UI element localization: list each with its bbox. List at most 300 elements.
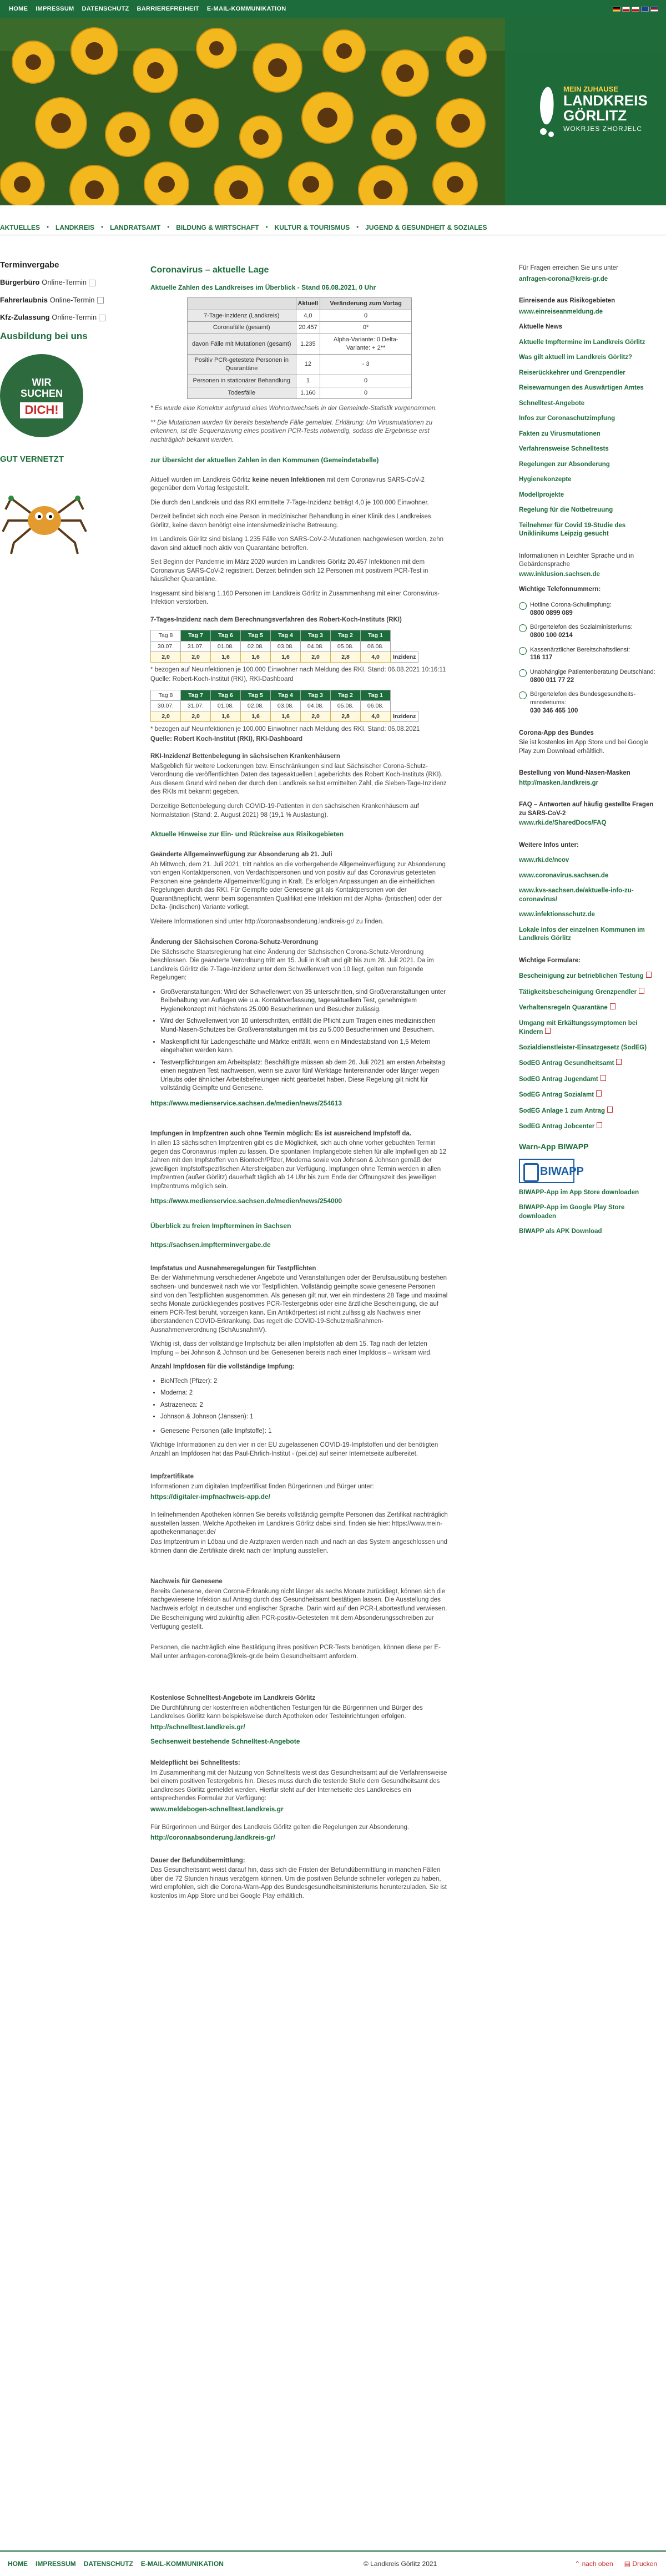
biwapp-link[interactable]: BIWAPP-App im App Store downloaden (519, 1189, 639, 1196)
paragraph: Im Zusammenhang mit der Nutzung von Schnelltests weist das Gesundheitsamt auf die Verfahrensweise bei einem positiven Testergebnis hin. Dieses muss durch die testende Stelle dem Gesundheitsamt des Landkreises Görlitz gemeldet werden. Hierfür steht auf der Internetseite des Landkreises ein entsprechendes Formular zur Verfügung: (150, 1769, 447, 1802)
table-cell: 05.08. (331, 701, 361, 711)
news-link[interactable]: Teilnehmer für Covid 19-Studie des Uniklinikums Leipzig gesucht (519, 522, 626, 538)
form-label: Sozialdienstleister-Einsatzgesetz (SodEG) (519, 1044, 647, 1051)
table-cell: 01.08. (211, 701, 241, 711)
form-label: Bescheinigung zur betrieblichen Testung (519, 973, 644, 980)
section-title: Geänderte Allgemeinverfügung zur Absonderung ab 21. Juli (150, 851, 332, 858)
logo-line-1: MEIN ZUHAUSE (563, 85, 618, 93)
table-cell: 01.08. (211, 641, 241, 651)
form-link[interactable] (519, 1090, 658, 1100)
form-link[interactable] (519, 1122, 658, 1132)
table-header: Tag 7 (181, 630, 211, 641)
recovered-list (160, 1427, 448, 1436)
footer-link-email[interactable]: E-MAIL-KOMMUNIKATION (140, 2559, 224, 2568)
table-cell: 0 (320, 375, 412, 387)
footer-link-home[interactable]: HOME (8, 2559, 28, 2568)
table-cell: 31.07. (181, 641, 211, 651)
table-row (188, 310, 412, 322)
sachsen-schnelltest-link[interactable]: Sechsenweit bestehende Schnelltest-Angebote (150, 1737, 300, 1745)
table-cell: 31.07. (181, 701, 211, 711)
top-link-barrierefreiheit[interactable]: BARRIEREFREIHEIT (137, 5, 199, 12)
table-cell: 30.07. (151, 701, 181, 711)
table-row (151, 641, 418, 651)
footnote-1 (150, 405, 448, 413)
paragraph: Insgesamt sind bislang 1.160 Personen im Landkreis Görlitz in Zusammenhang mit einer Coronavirus-Infektion verstorben. (150, 590, 440, 606)
paragraph: Wichtige Informationen zu den vier in der EU zugelassenen COVID-19-Impfstoffen und der benötigten Anzahl an Impfdosen hat das Paul-Ehrlich-Institut - (pei.de) auf seiner Internetseite aufbereitet. (150, 1442, 438, 1457)
phone-number[interactable]: 0800 011 77 22 (530, 676, 574, 684)
paragraph (150, 476, 448, 493)
phone-text (530, 646, 630, 663)
numbers-subtitle: Aktuelle Zahlen des Landkreises im Überblick - Stand 06.08.2021, 0 Uhr (150, 283, 376, 291)
phones-title: Wichtige Telefonnummern: (519, 586, 601, 593)
phone-label: Kassenärztlicher Bereitschaftsdienst: (530, 646, 630, 653)
table-header: Tag 8 (151, 690, 181, 700)
masken-title: Bestellung von Mund-Nasen-Masken (519, 770, 630, 777)
form-label: Tätigkeitsbescheinigung Grenzpendler (519, 988, 637, 996)
table-row (151, 651, 418, 662)
table-cell: 7-Tage-Inzidenz (Landkreis) (188, 310, 296, 322)
section-title: Impfstatus und Ausnahmeregelungen für Testpflichten (150, 1265, 316, 1272)
termin-text: Online-Termin (49, 295, 95, 304)
news-link[interactable]: Modellprojekte (519, 491, 564, 498)
news-link[interactable]: Hygienekonzepte (519, 476, 572, 483)
phone-icon (519, 602, 527, 610)
news-link[interactable]: Aktuelle Impftermine im Landkreis Görlitz (519, 339, 645, 346)
absonderung-link[interactable]: http://coronaabsonderung.landkreis-gr/ (150, 1833, 275, 1842)
table-cell: 4,0 (296, 310, 320, 322)
ausbildung-title[interactable]: Ausbildung bei uns (0, 330, 88, 341)
phone-number[interactable]: 116 117 (530, 654, 553, 661)
footer-link-datenschutz[interactable]: DATENSCHUTZ (83, 2559, 133, 2568)
pdf-icon (545, 1028, 551, 1034)
vaccine-list (160, 1377, 448, 1422)
form-label: Umgang mit Erkältungssymptomen bei Kindern (519, 1019, 638, 1036)
table-row (188, 355, 412, 375)
left-sidebar (0, 260, 139, 563)
table-cell: 4,0 (361, 711, 391, 722)
main-navigation (0, 221, 666, 235)
phone-text (530, 601, 612, 618)
pdf-icon (646, 972, 652, 978)
language-flags (613, 7, 658, 12)
table-cell: Inzidenz (391, 651, 418, 662)
inzidenz-note-2: * bezogen auf Neuinfektionen je 100.000 Einwohner nach Meldung des RKI, Stand: 05.08.2021 (150, 726, 420, 733)
text-bold: keine neuen Infektionen (252, 476, 325, 483)
news-link[interactable]: Was gilt aktuell im Landkreis Görlitz? (519, 354, 633, 361)
termin-label: Kfz-Zulassung (0, 313, 50, 322)
logo-line-4: WOKRJES ZHORJELC (563, 125, 643, 133)
inzidenz-table-1 (150, 630, 418, 663)
paragraph: Die Durchführung der kostenfreien wöchentlichen Testungen für die Bürgerinnen und Bürger des Landkreises Görlitz kann beispielsweise durch Apotheken oder Testeinrichtungen erfolgen. (150, 1704, 423, 1720)
inzidenz-note-1: * bezogen auf Neuinfektionen je 100.000 Einwohner nach Meldung des RKI, Stand: 06.08.2021 10:16:11 (150, 666, 446, 673)
flag-sorb-icon[interactable] (650, 7, 658, 12)
paragraph: Bei der Wahrnehmung verschiedener Angebote und Veranstaltungen oder der Berufsausübung bestehen sachsen- und bundesweit nach wie vor Testpflichten. Vollständig geimpfte sowie genesene Personen sind von den Testpflichten ausgenommen. Als genesen gilt nur, wer ein mindestens 28 Tage und maximal sechs Monate zurückliegendes positives PCR-Testergebnis oder eine ärztliche Bescheinigung, die auf einem PCR-Test beruht, vorzeigen kann. Ein Antikörpertest ist nicht zulässig als Nachweis einer überstandenen COVID-Erkrankung. Das regelt die COVID-19-Schutzmaßnahmen-Ausnahmenverordnung (SchAusnahmV). (150, 1275, 448, 1334)
main-content (150, 264, 448, 1906)
form-label: SodEG Antrag Gesundheitsamt (519, 1060, 614, 1067)
table-cell: 03.08. (271, 701, 301, 711)
section-title: Meldepflicht bei Schnelltests: (150, 1760, 240, 1767)
faq-link[interactable]: www.rki.de/SharedDocs/FAQ (519, 820, 607, 827)
table-cell: 2,0 (181, 711, 211, 722)
phone-text (530, 690, 658, 715)
print-button[interactable]: ▤ Drucken (624, 2559, 657, 2568)
section-title: Nachweis für Genesene (150, 1578, 223, 1585)
form-link[interactable] (519, 1107, 658, 1116)
nav-separator: • (101, 224, 104, 231)
phone-icon (519, 669, 527, 677)
footnote-text: * Es wurde eine Korrektur aufgrund eines Wohnortwechsels in der Gemeinde-Statistik vorgenommen. (150, 405, 437, 412)
table-cell: 2,0 (151, 651, 181, 662)
table-cell: 30.07. (151, 641, 181, 651)
phone-item (519, 690, 658, 715)
paragraph: Bereits Genesene, deren Corona-Erkrankung nicht länger als sechs Monate zurückliegt, können sich die nachgewiesene Infektion auf Antrag durch das Gesundheitsamt bestätigen lassen. Die Ausstellung des Nachweis erfolgt in deutscher und englischer Sprache. Darin wird auf den PCR-Labortestfund verwiesen. (150, 1588, 447, 1612)
table-header: Tag 7 (181, 690, 211, 700)
form-link[interactable] (519, 988, 658, 997)
paragraph: Weitere Informationen sind unter http://coronaabsonderung.landkreis-gr/ zu finden. (150, 918, 384, 925)
pdf-icon (616, 1059, 622, 1065)
news-link[interactable]: Reiserückkehrer und Grenzpendler (519, 369, 625, 376)
corona-app-text: Sie ist kostenlos im App Store und bei Google Play zum Download erhältlich. (519, 739, 649, 755)
rules-list (160, 988, 448, 1093)
top-link-datenschutz[interactable]: DATENSCHUTZ (82, 5, 129, 12)
meldebogen-link[interactable]: www.meldebogen-schnelltest.landkreis.gr (150, 1805, 284, 1813)
einreise-hinweise-link[interactable]: Aktuelle Hinweise zur Ein- und Rückreise aus Risikogebieten (150, 830, 344, 839)
leichte-sprache-text: Informationen in Leichter Sprache und in Gebärdensprache (519, 552, 634, 568)
footer (0, 2550, 666, 2576)
top-bar (0, 0, 666, 18)
pdf-icon (639, 988, 644, 994)
logo-line-2: LANDKREIS (563, 92, 648, 109)
table-cell: 04.08. (301, 701, 331, 711)
footer-link-impressum[interactable]: IMPRESSUM (36, 2559, 76, 2568)
biwapp-logo[interactable]: BIWAPP (519, 1159, 574, 1183)
paragraph: Anzahl Impfdosen für die vollständige Impfung: (150, 1363, 295, 1371)
gut-vernetzt-title: GUT VERNETZT (0, 454, 64, 464)
form-label: SodEG Anlage 1 zum Antrag (519, 1107, 606, 1114)
kh-title: RKI-Inzidenz/ Bettenbelegung in sächsischen Krankenhäusern (150, 753, 340, 760)
table-cell: 2,0 (301, 651, 331, 662)
medienservice-link[interactable]: https://www.medienservice.sachsen.de/medien/news/254613 (150, 1099, 342, 1107)
inzidenz-table-2 (150, 690, 418, 723)
form-link[interactable] (519, 1019, 658, 1037)
phone-item (519, 668, 658, 685)
form-label: SodEG Antrag Jugendamt (519, 1075, 598, 1083)
flag-de-icon[interactable] (613, 7, 620, 12)
faq-title: FAQ – Antworten auf häufig gestellte Fragen zu SARS-CoV-2 (519, 801, 654, 817)
paragraph: Derzeit befindet sich noch eine Person in medizinischer Behandlung in einer Klinik des Landkreises Görlitz, keine davon benötigt eine intensivmedizinische Betreuung. (150, 513, 431, 529)
table-header: Tag 2 (331, 630, 361, 641)
nav-kultur[interactable]: KULTUR & TOURISMUS (274, 224, 350, 232)
table-row (188, 322, 412, 334)
flag-cz-icon[interactable] (632, 7, 639, 12)
logo-line-3: GÖRLITZ (563, 107, 627, 124)
paragraph: Personen, die nachträglich eine Bestätigung ihres positiven PCR-Tests benötigen, können diese per E-Mail unter anfragen-corona@kreis-gr.de beim Gesundheitsamt anfordern. (150, 1644, 441, 1660)
form-label: SodEG Antrag Jobcenter (519, 1123, 595, 1130)
flag-uk-icon[interactable] (641, 7, 649, 12)
footnote-2 (150, 419, 448, 445)
table-header: Tag 5 (241, 630, 271, 641)
info-link[interactable]: Lokale Infos der einzelnen Kommunen im Landkreis Görlitz (519, 926, 645, 942)
list-item: • Wird der Schwellenwert von 10 unterschritten, entfällt die Pflicht zum Tragen eines medizinischen Mund-Nasen-Schutzes bei Großveranstaltungen mit bis zu 5.000 Besucherinnen und Besuchern. (160, 1017, 448, 1034)
table-cell: 1 (296, 375, 320, 387)
flag-pl-icon[interactable] (622, 7, 630, 12)
medienservice-link[interactable]: https://www.medienservice.sachsen.de/medien/news/254000 (150, 1197, 342, 1205)
list-item: • Großveranstaltungen: Wird der Schwellenwert von 35 unterschritten, sind Großveranstaltungen unter Beibehaltung von Auflagen wie u.a. Kontaktverfassung, tagesaktuellem Test, genehmigtem Hygienekonzept mit höchstens 25.000 Besucherinnen und Besucher zulässig. (160, 988, 448, 1014)
termin-kfz[interactable] (0, 312, 139, 322)
form-link[interactable] (519, 972, 658, 981)
table-cell: 06.08. (361, 701, 391, 711)
badge-line-3: DICH! (20, 402, 63, 418)
contact-email-link[interactable]: anfragen-corona@kreis-gr.de (519, 275, 608, 282)
warnapp-title: Warn-App BIWAPP (519, 1141, 589, 1151)
nav-jugend[interactable]: JUGEND & GESUNDHEIT & SOZIALES (365, 224, 487, 232)
formulare-title: Wichtige Formulare: (519, 957, 581, 964)
list-item: • BioNTech (Pfizer): 2 (160, 1377, 448, 1386)
section-title: Impfungen in Impfzentren auch ohne Termin möglich: Es ist ausreichend Impfstoff da. (150, 1130, 412, 1137)
table-row (151, 701, 418, 711)
table-cell: - 3 (320, 355, 412, 375)
phone-icon (519, 624, 527, 632)
table-cell: 03.08. (271, 641, 301, 651)
phone-label: Bürgertelefon des Sozialministeriums: (530, 624, 633, 631)
paragraph: Informationen zum digitalen Impfzertifikat finden Bürgerinnen und Bürger unter: (150, 1483, 374, 1490)
top-link-impressum[interactable]: IMPRESSUM (36, 5, 74, 12)
paragraph: In allen 13 sächsischen Impfzentren gibt es die Möglichkeit, sich auch ohne vorher gebuchten Termin gegen das Coronavirus impfen zu lassen. Die spontanen Impfangebote stehen für alle Impfwilligen ab 12 Jahren mit den Impfstoffen von Biontech/Pfizer, Moderna sowie von Johnson & Johnson gemäß der jeweiligen Impfstoffspezifischen Altersfreigaben zur Verfügung. Impfungen ohne Termin werden in allen Impfzentren (außer Görlitz) dauerhaft täglich ab 14 Uhr bis zum Ende der Öffnungszeit des jeweiligen Impfzentrums möglich sein. (150, 1140, 447, 1190)
table-cell: 2,8 (331, 651, 361, 662)
table-row (188, 387, 412, 399)
table-header: Tag 1 (361, 690, 391, 700)
nav-separator: • (356, 224, 359, 231)
table-cell: 4,0 (361, 651, 391, 662)
table-cell: 12 (296, 355, 320, 375)
table-row (151, 690, 418, 700)
paragraph: Wichtig ist, dass der vollständige Impfschutz bei allen Impfstoffen ab dem 15. Tag nach der letzten Impfung – bei Johnson & Johnson und bei Genesenen bereits nach einer Impfdosis – wirksam wird. (150, 1341, 432, 1356)
nav-aktuelles[interactable]: AKTUELLES (0, 224, 40, 232)
paragraph: Seit Beginn der Pandemie im März 2020 wurden im Landkreis Görlitz 20.457 Infektionen mit dem Coronavirus SARS-CoV-2 registriert. Derzeit befinden sich 12 Personen mit positivem PCR-Test in häuslicher Quarantäne. (150, 559, 428, 583)
info-link[interactable]: www.coronavirus.sachsen.de (519, 872, 609, 879)
schnelltest-link[interactable]: http://schnelltest.landkreis.gr/ (150, 1723, 245, 1731)
table-cell: Alpha-Variante: 0 Delta-Variante: + 2** (320, 334, 412, 355)
paragraph: Für Bürgerinnen und Bürger des Landkreis Görlitz gelten die Regelungen zur Absonderung. (150, 1824, 410, 1831)
news-link[interactable]: Verfahrensweise Schnelltests (519, 446, 609, 453)
termin-text: Online-Termin (42, 278, 87, 287)
phone-icon (519, 691, 527, 699)
paragraph: Das Gesundheitsamt weist darauf hin, dass sich die Fristen der Befundübermittlung in manchen Fällen über die 72 Stunden hinaus verzögern können. Um die positiven Befunde schneller vorlegen zu haben, wird empfohlen, sich die Corona-Warn-App des Bundesgesundheitsministeriums herunterzuladen. Sie ist kostenlos im App Store und bei Google Play erhältlich. (150, 1867, 447, 1900)
list-item: • Testverpflichtungen am Arbeitsplatz: Beschäftigte müssen ab dem 26. Juli 2021 am ersten Arbeitstag einen negativen Test nachweisen, wenn sie zuvor fünf Werktage hintereinander oder länger wegen Urlaubs oder ähnlicher Arbeitsbefreiungen nicht gearbeitet haben. Diese Regelung gilt nicht für vollständig Geimpfte und Genesene. (160, 1059, 448, 1093)
termin-fahrerlaubnis[interactable] (0, 295, 139, 305)
table-cell: 2,0 (151, 711, 181, 722)
table-header: Tag 6 (211, 690, 241, 700)
form-label: SodEG Antrag Sozialamt (519, 1092, 594, 1099)
table-cell: 0 (320, 310, 412, 322)
section-title: Dauer der Befundübermittlung: (150, 1857, 245, 1864)
table-cell: Coronafälle (gesamt) (188, 322, 296, 334)
copyright: © Landkreis Görlitz 2021 (364, 2559, 437, 2568)
list-item: • Moderna: 2 (160, 1389, 448, 1398)
info-link[interactable]: www.kvs-sachsen.de/aktuelle-info-zu-coronavirus/ (519, 887, 634, 903)
table-header: Tag 5 (241, 690, 271, 700)
table-cell: 1.160 (296, 387, 320, 399)
external-link-icon (99, 315, 105, 321)
table-cell: Personen in stationärer Behandlung (188, 375, 296, 387)
table-header: Aktuell (296, 297, 320, 310)
top-link-home[interactable]: HOME (9, 5, 28, 12)
footnote-text: ** Die Mutationen wurden für bereits bestehende Fälle gemeldet. Erklärung: Um Virusmutationen zu erkennen, ist die Sequenzierung eines positiven PCR-Tests notwendig, sodass die Ergebnisse erst nachträglich bekannt werden. (150, 419, 432, 443)
nav-bildung[interactable]: BILDUNG & WIRTSCHAFT (176, 224, 259, 232)
nav-landratsamt[interactable]: LANDRATSAMT (110, 224, 161, 232)
badge-line-2: SUCHEN (20, 387, 63, 399)
top-link-email[interactable]: E-MAIL-KOMMUNIKATION (206, 5, 286, 12)
paragraph: Das Impfzentrum in Löbau und die Arztpraxen werden nach und nach an das System angeschlossen und können dann die Zertifikate direkt nach der Impfung ausstellen. (150, 1539, 448, 1554)
table-cell: 20.457 (296, 322, 320, 334)
phone-number[interactable]: 0800 100 0214 (530, 632, 573, 639)
info-link[interactable]: www.infektionsschutz.de (519, 911, 595, 918)
inklusion-link[interactable]: www.inklusion.sachsen.de (519, 570, 600, 578)
table-cell: 1,6 (211, 711, 241, 722)
print-label: Drucken (632, 2559, 657, 2568)
gemeindetabelle-link[interactable]: zur Übersicht der aktuellen Zahlen in den Kommunen (Gemeindetabelle) (150, 456, 379, 464)
nav-separator: • (265, 224, 268, 231)
table-header: Veränderung zum Vortag (320, 297, 412, 310)
pdf-icon (596, 1090, 602, 1097)
phone-label: Hotline Corona-Schulimpfung: (530, 601, 612, 608)
pdf-icon (610, 1003, 615, 1009)
hero-banner (0, 18, 666, 205)
right-sidebar (519, 264, 658, 1243)
impfterminvergabe-link[interactable]: https://sachsen.impfterminvergabe.de (150, 1240, 271, 1249)
table-cell: 2,0 (181, 651, 211, 662)
table-header: Tag 8 (151, 630, 181, 641)
corona-app-title: Corona-App des Bundes (519, 729, 594, 736)
table-cell: 1,6 (241, 711, 271, 722)
inzidenz-source-1[interactable]: Quelle: Robert-Koch-Institut (RKI), RKI-Dashboard (150, 676, 294, 683)
phone-label: Bürgertelefon des Bundesgesundheits-ministeriums: (530, 691, 636, 706)
phone-text (530, 623, 633, 640)
paragraph: In teilnehmenden Apotheken können Sie bereits vollständig geimpfte Personen das Zertifikat nachträglich ausstellen lassen. Welche Apotheken im Landkreis Görlitz dabei sind, finden sie hier: https://www.mein-apothekenmanager.de/ (150, 1512, 448, 1536)
biwapp-link[interactable]: BIWAPP-App im Google Play Store downloaden (519, 1204, 625, 1220)
einreiseanmeldung-link[interactable]: www.einreiseanmeldung.de (519, 308, 603, 315)
paragraph: Im Landkreis Görlitz sind bislang 1.235 Fälle von SARS-CoV-2-Mutationen nachgewiesen worden, zehn davon sind aktuell noch aktiv von Quarantäne betroffen. (150, 536, 444, 552)
form-link[interactable] (519, 1075, 658, 1084)
news-link[interactable]: Regelungen zur Absonderung (519, 461, 610, 468)
table-cell: 04.08. (301, 641, 331, 651)
table-cell: 1,6 (211, 651, 241, 662)
list-item: • Johnson & Johnson (Janssen): 1 (160, 1413, 448, 1422)
phone-icon (519, 647, 527, 655)
table-cell: 0 (320, 387, 412, 399)
terminvergabe-title: Terminvergabe (0, 260, 59, 270)
table-cell: 1,6 (241, 651, 271, 662)
spider-mascot-icon[interactable] (0, 471, 89, 559)
section-title: Impfzertifikate (150, 1473, 194, 1481)
impftermine-title[interactable]: Überblick zu freien Impfterminen in Sachsen (150, 1221, 291, 1230)
paragraph: Ab Mittwoch, dem 21. Juli 2021, tritt nahtlos an die vorhergehende Allgemeinverfügung zur Absonderung von engen Kontaktpersonen, von Verdachtspersonen und von positiv auf das Coronavirus getesteten Personen eine geänderte Allgemeinverfügung in Kraft. Es erfolgen Anpassungen an die einheitlichen Regelungen durch das RKI. Für Geimpfte oder Genesene gilt als Kontaktpersonen von der Quarantänepflicht, wenn beim sogenannten Qualifikat eine Infektion mit der Alpha- (britischen) oder der Delta- (indischen) Variante vorliegt. (150, 861, 446, 911)
section-title: Änderung der Sächsischen Corona-Schutz-Verordnung (150, 939, 319, 946)
form-link[interactable] (519, 1059, 658, 1068)
landkreis-logo[interactable] (536, 76, 658, 154)
table-row (188, 334, 412, 355)
news-link[interactable]: Fakten zu Virusmutationen (519, 430, 601, 437)
table-header: Tag 3 (301, 630, 331, 641)
inzidenz-source-2[interactable]: Quelle: Robert Koch-Institut (RKI), RKI-Dashboard (150, 735, 303, 743)
phone-number[interactable]: 0800 0899 089 (530, 609, 573, 617)
phone-label: Unabhängige Patientenberatung Deutschland: (530, 668, 655, 675)
phone-item (519, 623, 658, 640)
overview-table (187, 297, 412, 400)
table-row (151, 630, 418, 641)
table-header: Tag 6 (211, 630, 241, 641)
table-cell: 0* (320, 322, 412, 334)
termin-buergerbuero[interactable] (0, 277, 139, 287)
form-link[interactable] (519, 1044, 658, 1053)
weitere-infos-title: Weitere Infos unter: (519, 841, 579, 848)
table-header (188, 297, 296, 310)
info-link[interactable]: www.rki.de/ncov (519, 857, 569, 864)
nav-separator: • (167, 224, 170, 231)
news-title: Aktuelle News (519, 324, 562, 331)
contact-text: Für Fragen erreichen Sie uns unter (519, 265, 618, 271)
table-row (151, 711, 418, 722)
termin-label: Bürgerbüro (0, 278, 40, 287)
einreisende-text: Einreisende aus Risikogebieten (519, 297, 615, 305)
nav-landkreis[interactable]: LANDKREIS (56, 224, 95, 232)
nav-separator: • (47, 224, 49, 231)
table-cell: Todesfälle (188, 387, 296, 399)
table-cell: 06.08. (361, 641, 391, 651)
wir-suchen-dich-badge[interactable] (0, 354, 83, 437)
table-cell: davon Fälle mit Mutationen (gesamt) (188, 334, 296, 355)
table-row (188, 375, 412, 387)
paragraph: Derzeitige Bettenbelegung durch COVID-19-Patienten in den sächsischen Krankenhäusern auf Normalstation (Stand: 2. August 2021) 98 (19,1 % Auslastung). (150, 803, 419, 819)
termin-label: Fahrerlaubnis (0, 295, 48, 304)
external-link-icon (89, 280, 95, 286)
external-link-icon (97, 297, 104, 304)
inzidenz-title: 7-Tages-Inzidenz nach dem Berechnungsverfahren des Robert-Koch-Instituts (RKI) (150, 616, 402, 623)
table-header: Tag 4 (271, 630, 301, 641)
paragraph: Die Bescheinigung wird zukünftig allen PCR-positiv-Getesteten mit dem Absonderungsschreiben zur Verfügung gestellt. (150, 1615, 434, 1630)
form-label: Verhaltensregeln Quarantäne (519, 1004, 608, 1012)
badge-line-1: WIR (32, 376, 52, 388)
pdf-icon (607, 1107, 613, 1113)
table-cell: 1.235 (296, 334, 320, 355)
biwapp-link[interactable]: BIWAPP als APK Download (519, 1228, 602, 1235)
footer-actions (574, 2559, 657, 2568)
table-cell: 1,6 (271, 711, 301, 722)
paragraph: Die durch den Landkreis und das RKI ermittelte 7-Tage-Inzidenz beträgt 4,0 je 100.000 Einwohner. (150, 499, 429, 506)
form-link[interactable] (519, 1003, 658, 1013)
table-cell: 05.08. (331, 641, 361, 651)
phone-number[interactable]: 030 346 465 100 (530, 707, 578, 714)
phone-item (519, 646, 658, 663)
list-item: • Astrazeneca: 2 (160, 1401, 448, 1410)
phone-item (519, 601, 658, 618)
news-link[interactable]: Schnelltest-Angebote (519, 400, 585, 407)
table-cell: 02.08. (241, 701, 271, 711)
masken-link[interactable]: http://masken.landkreis.gr (519, 779, 599, 786)
pdf-icon (597, 1122, 602, 1128)
table-cell: Inzidenz (391, 711, 418, 722)
back-to-top-label: nach oben (582, 2559, 613, 2568)
text: mit dem Coronavirus SARS-CoV-2 gegenüber dem Vortag festgestellt. (150, 476, 425, 492)
news-link[interactable]: Infos zur Coronaschutzimpfung (519, 415, 615, 422)
termin-text: Online-Termin (52, 313, 97, 322)
news-link[interactable]: Regelung für die Notbetreuung (519, 507, 613, 514)
table-header: Tag 4 (271, 690, 301, 700)
news-link[interactable]: Reisewarnungen des Auswärtigen Amtes (519, 385, 644, 392)
impfnachweis-link[interactable]: https://digitaler-impfnachweis-app.de/ (150, 1493, 271, 1501)
back-to-top-button[interactable]: ⌃ nach oben (574, 2559, 613, 2568)
table-header: Tag 3 (301, 690, 331, 700)
